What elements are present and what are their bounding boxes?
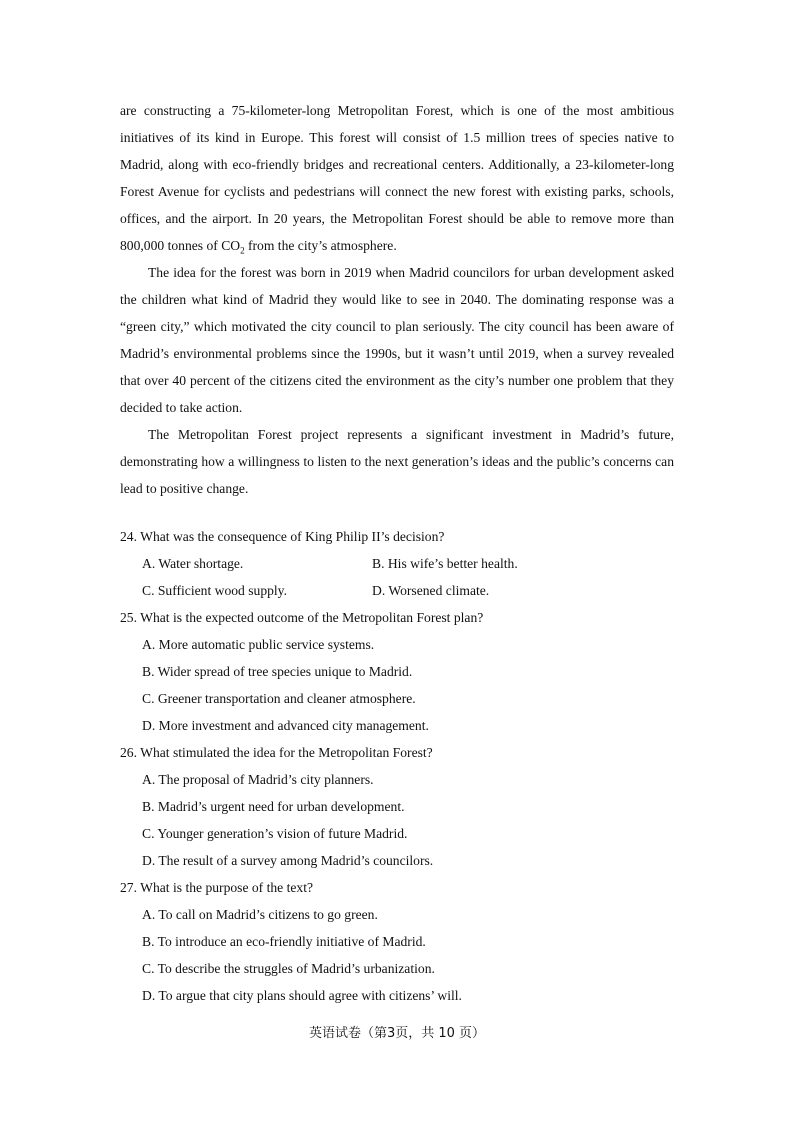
option-list	[120, 631, 680, 739]
option-c: C. To describe the struggles of Madrid’s urbanization.	[142, 961, 435, 976]
question-stem: 27. What is the purpose of the text?	[120, 880, 314, 895]
option-list	[120, 550, 680, 604]
option-c: C. Greener transportation and cleaner atmosphere.	[142, 691, 416, 706]
passage-paragraph-1: are constructing a 75-kilometer-long Metropolitan Forest, which is one of the most ambitious initiatives of its kind in Europe. This forest will consist of 1.5 million trees of species native to Madrid, along with eco-friendly bridges and recreational centers. Additionally, a 23-kilometer-long Forest Avenue for cyclists and pedestrians will connect the new forest with existing parks, schools, offices, and the airport. In 20 years, the Metropolitan Forest should be able to remove more than 800,000 tonnes of $CO_2$ from the city’s atmosphere.	[120, 103, 674, 256]
question-24	[120, 523, 680, 604]
passage-paragraph-3: The Metropolitan Forest project represents a significant investment in Madrid’s future, demonstrating how a willingness to listen to the next generation’s ideas and the public’s concerns can lead to positive change.	[120, 427, 674, 496]
option-a: A. To call on Madrid’s citizens to go green.	[142, 907, 378, 922]
passage-paragraph-2: The idea for the forest was born in 2019 when Madrid councilors for urban development asked the children what kind of Madrid they would like to see in 2040. The dominating response was a “green city,” which motivated the city council to plan seriously. The city council has been aware of Madrid’s environmental problems since the 1990s, but it wasn’t until 2019, when a survey revealed that over 40 percent of the citizens cited the environment as the city’s number one problem that they decided to take action.	[120, 265, 674, 415]
option-d: D. Worsened climate.	[372, 583, 490, 598]
option-a: A. More automatic public service systems.	[142, 637, 375, 652]
option-d: D. To argue that city plans should agree with citizens’ will.	[142, 988, 462, 1003]
option-c: C. Sufficient wood supply.	[142, 583, 287, 598]
option-a: A. Water shortage.	[142, 556, 244, 571]
question-stem: 26. What stimulated the idea for the Metropolitan Forest?	[120, 745, 433, 760]
option-list	[120, 766, 680, 874]
option-b: B. To introduce an eco-friendly initiative of Madrid.	[142, 934, 426, 949]
question-stem: 24. What was the consequence of King Philip II’s decision?	[120, 529, 445, 544]
page-footer: 英语试卷（第3页，共 10 页）	[308, 1026, 486, 1041]
option-d: D. More investment and advanced city management.	[142, 718, 429, 733]
option-b: B. His wife’s better health.	[372, 556, 518, 571]
reading-passage	[120, 97, 674, 502]
option-a: A. The proposal of Madrid’s city planners.	[142, 772, 374, 787]
option-b: B. Wider spread of tree species unique to Madrid.	[142, 664, 413, 679]
question-26	[120, 739, 680, 874]
question-list	[120, 523, 680, 1009]
question-27	[120, 874, 680, 1009]
option-d: D. The result of a survey among Madrid’s councilors.	[142, 853, 434, 868]
option-list	[120, 901, 680, 1009]
option-c: C. Younger generation’s vision of future Madrid.	[142, 826, 408, 841]
option-b: B. Madrid’s urgent need for urban development.	[142, 799, 405, 814]
question-25	[120, 604, 680, 739]
question-stem: 25. What is the expected outcome of the Metropolitan Forest plan?	[120, 610, 484, 625]
co2-subscript: 2	[240, 245, 245, 256]
